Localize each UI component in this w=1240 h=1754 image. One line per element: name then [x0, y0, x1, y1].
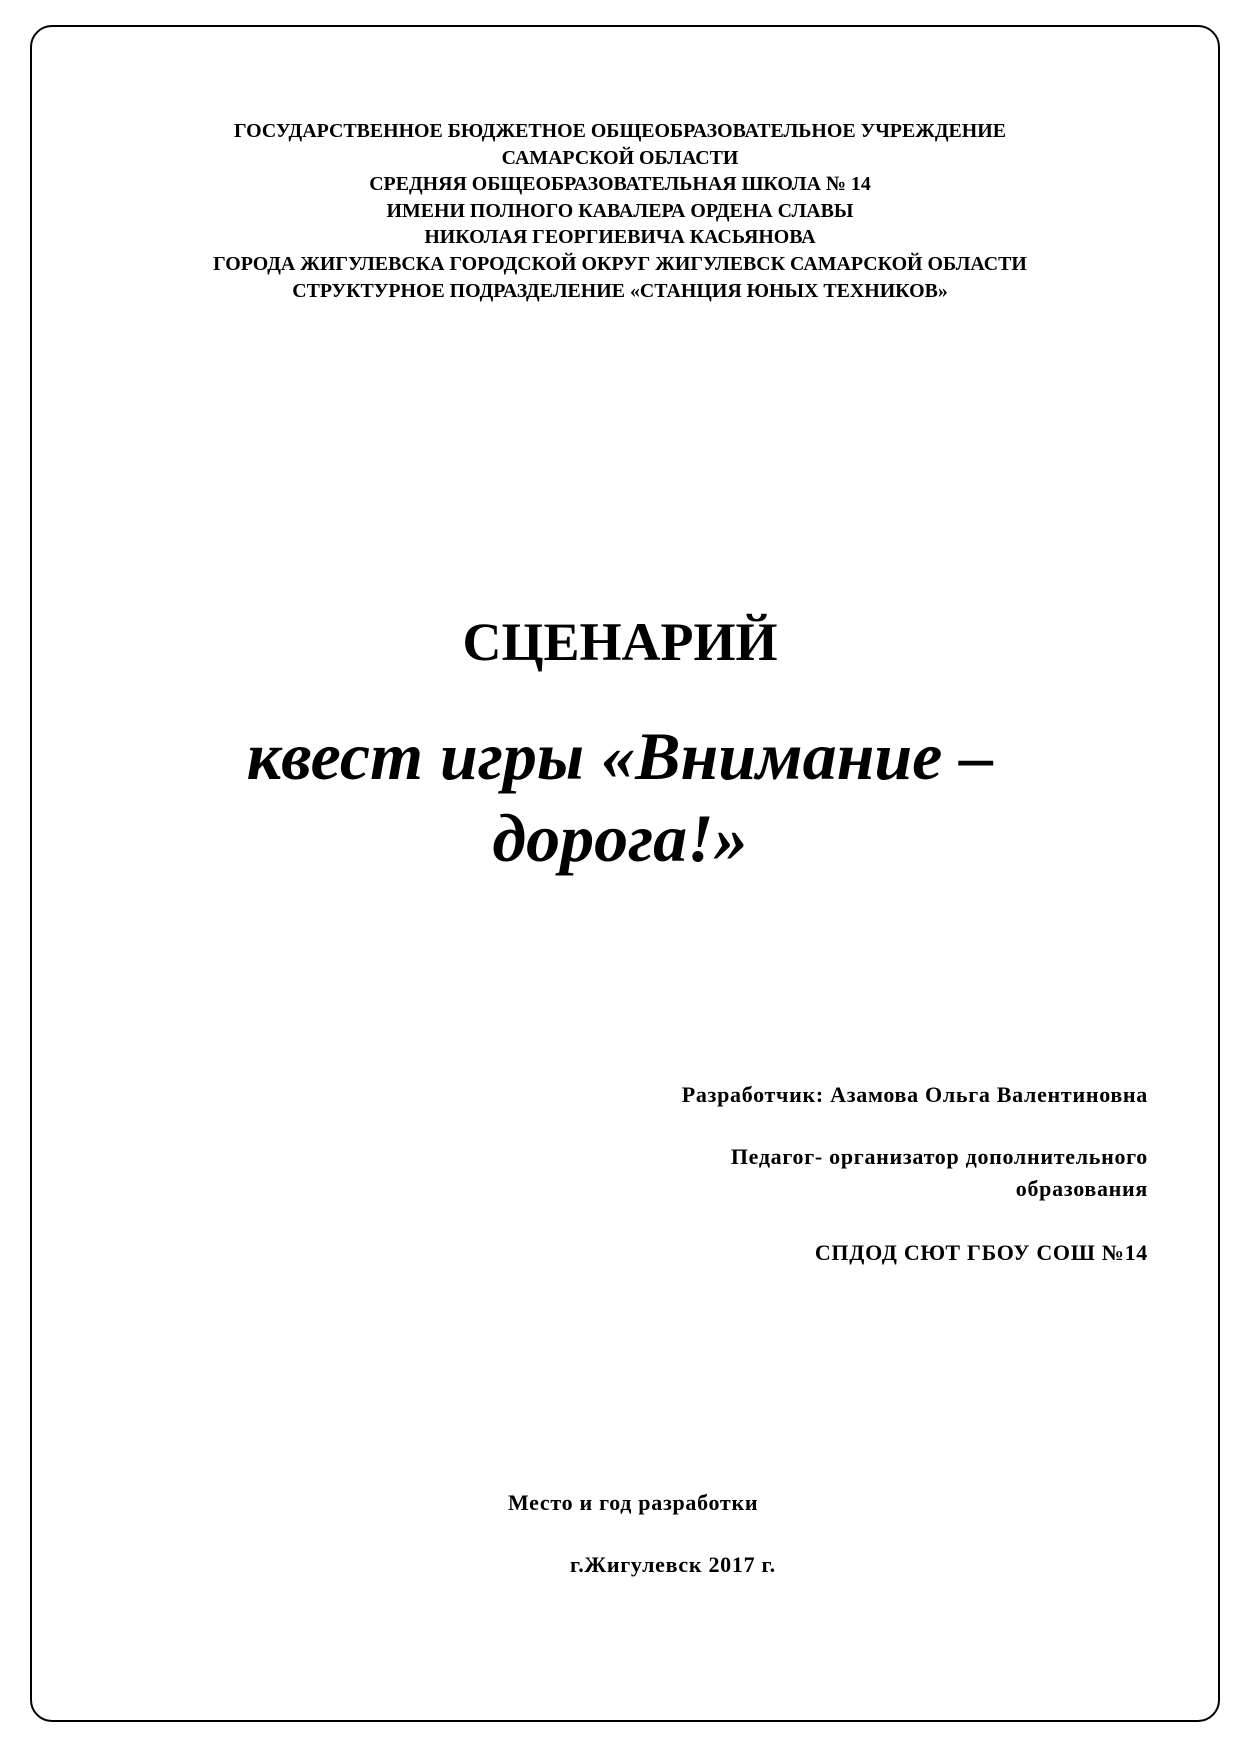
- header-line: СТРУКТУРНОЕ ПОДРАЗДЕЛЕНИЕ «СТАНЦИЯ ЮНЫХ ТЕХНИКОВ»: [292, 279, 948, 302]
- header-line: ГОРОДА ЖИГУЛЕВСКА ГОРОДСКОЙ ОКРУГ ЖИГУЛЕВСК САМАРСКОЙ ОБЛАСТИ: [213, 252, 1027, 275]
- developer-position-line2: образования: [1015, 1176, 1148, 1201]
- developer-organization: СПДОД СЮТ ГБОУ СОШ №14: [814, 1240, 1148, 1265]
- developer-name: Разработчик: Азамова Ольга Валентиновна: [681, 1082, 1148, 1107]
- institution-header: [19, 118, 1222, 304]
- document-title: СЦЕНАРИЙ: [462, 612, 778, 672]
- developer-position-line1: Педагог- организатор дополнительного: [730, 1144, 1148, 1169]
- header-line: САМАРСКОЙ ОБЛАСТИ: [501, 146, 739, 169]
- document-subtitle: [0, 715, 1240, 879]
- header-line: СРЕДНЯЯ ОБЩЕОБРАЗОВАТЕЛЬНАЯ ШКОЛА № 14: [369, 173, 871, 196]
- subtitle-line: квест игры «Внимание –: [246, 718, 994, 794]
- subtitle-line: дорога!»: [492, 800, 748, 876]
- place-label: Место и год разработки: [508, 1490, 759, 1515]
- place-value: г.Жигулевск 2017 г.: [570, 1552, 776, 1577]
- header-line: ИМЕНИ ПОЛНОГО КАВАЛЕРА ОРДЕНА СЛАВЫ: [386, 199, 854, 222]
- header-line: НИКОЛАЯ ГЕОРГИЕВИЧА КАСЬЯНОВА: [424, 226, 816, 249]
- header-line: ГОСУДАРСТВЕННОЕ БЮДЖЕТНОЕ ОБЩЕОБРАЗОВАТЕЛЬНОЕ УЧРЕЖДЕНИЕ: [233, 120, 1007, 142]
